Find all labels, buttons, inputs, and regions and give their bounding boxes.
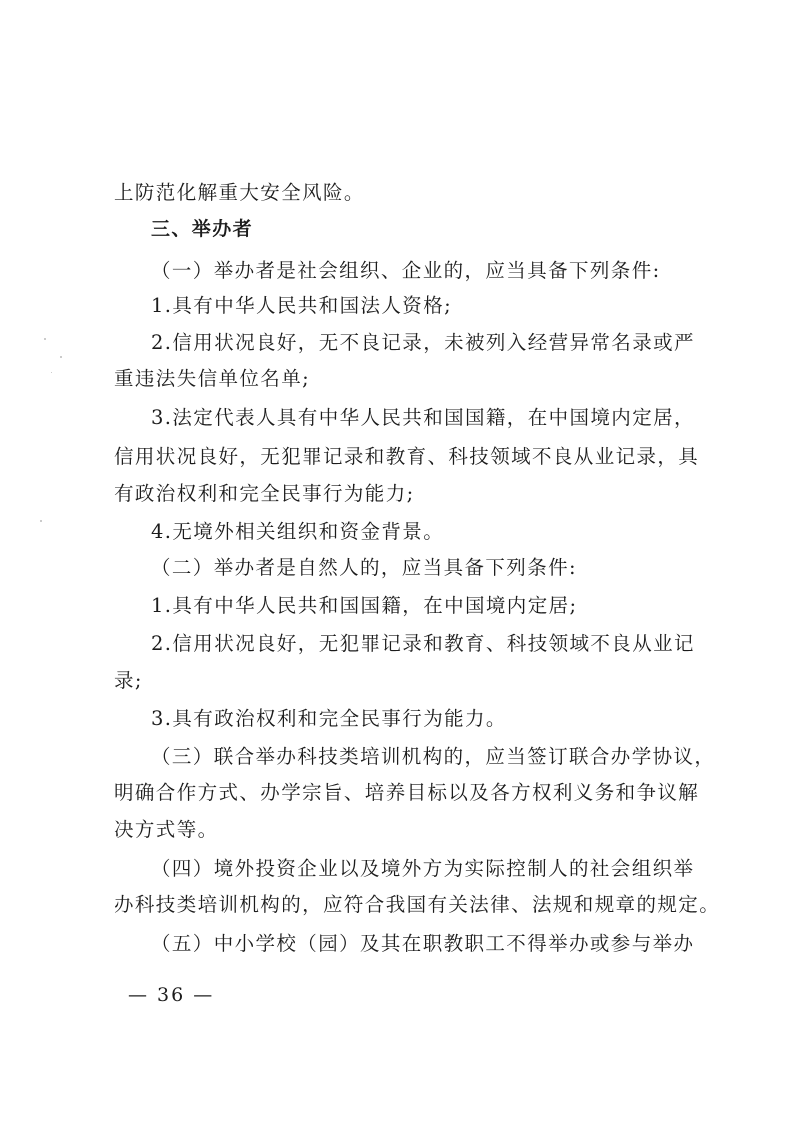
list-item: 1.具有中华人民共和国法人资格; [151, 294, 453, 317]
section-heading: 三、举办者 [151, 218, 254, 240]
list-item: 4.无境外相关组织和资金背景。 [151, 520, 445, 543]
paragraph-continuation: 上防范化解重大安全风险。 [114, 181, 365, 204]
list-item-continuation: 重违法失信单位名单; [114, 367, 311, 390]
page-number: — 36 — [128, 984, 215, 1006]
paragraph-continuation: 决方式等。 [114, 818, 219, 841]
scan-speck [44, 338, 46, 340]
scan-speck [60, 356, 62, 358]
list-item: 3.法定代表人具有中华人民共和国国籍，在中国境内定居， [151, 406, 695, 429]
list-item: 2.信用状况良好，无犯罪记录和教育、科技领域不良从业记 [151, 632, 695, 655]
subsection-heading-2: （二）举办者是自然人的，应当具备下列条件: [151, 556, 577, 579]
subsection-heading-1: （一）举办者是社会组织、企业的，应当具备下列条件: [151, 259, 661, 282]
list-item-continuation: 有政治权利和完全民事行为能力; [114, 482, 415, 505]
list-item: 2.信用状况良好，无不良记录，未被列入经营异常名录或严 [151, 331, 695, 354]
scan-speck [51, 372, 52, 373]
subsection-heading-5: （五）中小学校（园）及其在职教职工不得举办或参与举办 [151, 932, 695, 955]
list-item-continuation: 录; [114, 669, 143, 692]
scan-speck [40, 520, 42, 522]
list-item: 3.具有政治权利和完全民事行为能力。 [151, 707, 507, 730]
list-item-continuation: 信用状况良好，无犯罪记录和教育、科技领域不良从业记录，具 [114, 445, 700, 468]
paragraph-continuation: 办科技类培训机构的，应符合我国有关法律、法规和规章的规定。 [114, 893, 721, 916]
subsection-heading-4: （四）境外投资企业以及境外方为实际控制人的社会组织举 [151, 857, 695, 880]
paragraph-continuation: 明确合作方式、办学宗旨、培养目标以及各方权利义务和争议解 [114, 781, 700, 804]
subsection-heading-3: （三）联合举办科技类培训机构的，应当签订联合办学协议， [151, 745, 716, 768]
list-item: 1.具有中华人民共和国国籍，在中国境内定居; [151, 594, 578, 617]
